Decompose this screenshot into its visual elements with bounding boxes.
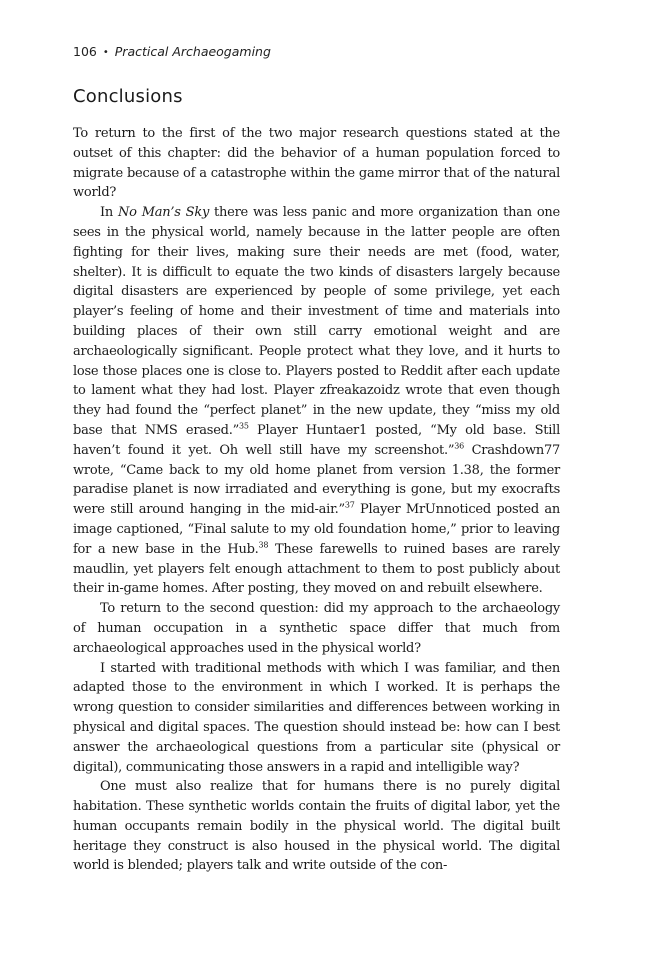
text-run: In: [100, 205, 118, 221]
italic-title: No Man’s Sky: [118, 205, 210, 221]
footnote-ref: 35: [239, 421, 249, 431]
paragraph: [73, 124, 560, 203]
paragraph: [73, 659, 560, 778]
text-run: These farewells to ruined bases are rarely maudlin, yet players felt enough attachment to them to post publicly about their in-game homes. After posting, they moved on and rebuilt elsewhere.: [73, 541, 560, 597]
text-run: Player MrUnnoticed posted an image captioned, “Final salute to my old foundation home,” prior to leaving for a new base in the Hub.: [73, 502, 560, 557]
paragraph: [73, 599, 560, 658]
footnote-ref: 38: [258, 540, 269, 550]
section-title: Conclusions: [73, 86, 183, 107]
page-number: 106: [73, 44, 97, 59]
text-run: Player Huntaer1 posted, “My old base. Still haven’t found it yet. Oh well still have my screenshot.”: [73, 422, 560, 458]
running-head-separator: •: [102, 47, 109, 58]
book-title: Practical Archaeogaming: [114, 44, 271, 59]
running-head: [73, 44, 271, 59]
body-text: [73, 124, 560, 876]
text-run: there was less panic and more organization than one sees in the physical world, namely because in the latter people are often fighting for their lives, making sure their needs are met (food, water, shelter). It is difficult to equate the two kinds of disasters largely because digital disasters are experienced by people of some privilege, yet each player’s feeling of home and their investment of time and materials into building places of their own still carry emotional weight and are archaeologically significant. People protect what they love, and it hurts to lose those places one is close to. Players posted to Reddit after each update to lament what they had lost. Player zfreakazoidz wrote that even though they had found the “perfect planet” in the new update, they “miss my old base that NMS erased.”: [73, 205, 560, 438]
text-run: Crashdown77 wrote, “Came back to my old home planet from version 1.38, the former paradise planet is now irradiated and everything is gone, but my exocrafts were still around hanging in the mid-air.”: [73, 442, 560, 518]
paragraph: [73, 777, 560, 876]
text-run: To return to the second question: did my approach to the archaeology of human occupation in a synthetic space differ that much from archaeological approaches used in the physical world?: [73, 601, 560, 656]
text-run: One must also realize that for humans there is no purely digital habitation. These synthetic worlds contain the fruits of digital labor, yet the human occupants remain bodily in the physical world. The digital built heritage they construct is also housed in the physical world. The digital world is blended; players talk and write outside of the con-: [73, 779, 560, 874]
paragraph: [73, 203, 560, 599]
footnote-ref: 36: [454, 441, 464, 451]
text-run: I started with traditional methods with which I was familiar, and then adapted those to the environment in which I worked. It is perhaps the wrong question to consider similarities and differences between working in physical and digital spaces. The question should instead be: how can I best answer the archaeological questions from a particular site (physical or digital), communicating those answers in a rapid and intelligible way?: [73, 660, 560, 775]
text-run: To return to the first of the two major research questions stated at the outset of this chapter: did the behavior of a human population forced to migrate because of a catastrophe within the game mirror that of the natural world?: [73, 126, 560, 201]
footnote-ref: 37: [344, 500, 355, 510]
